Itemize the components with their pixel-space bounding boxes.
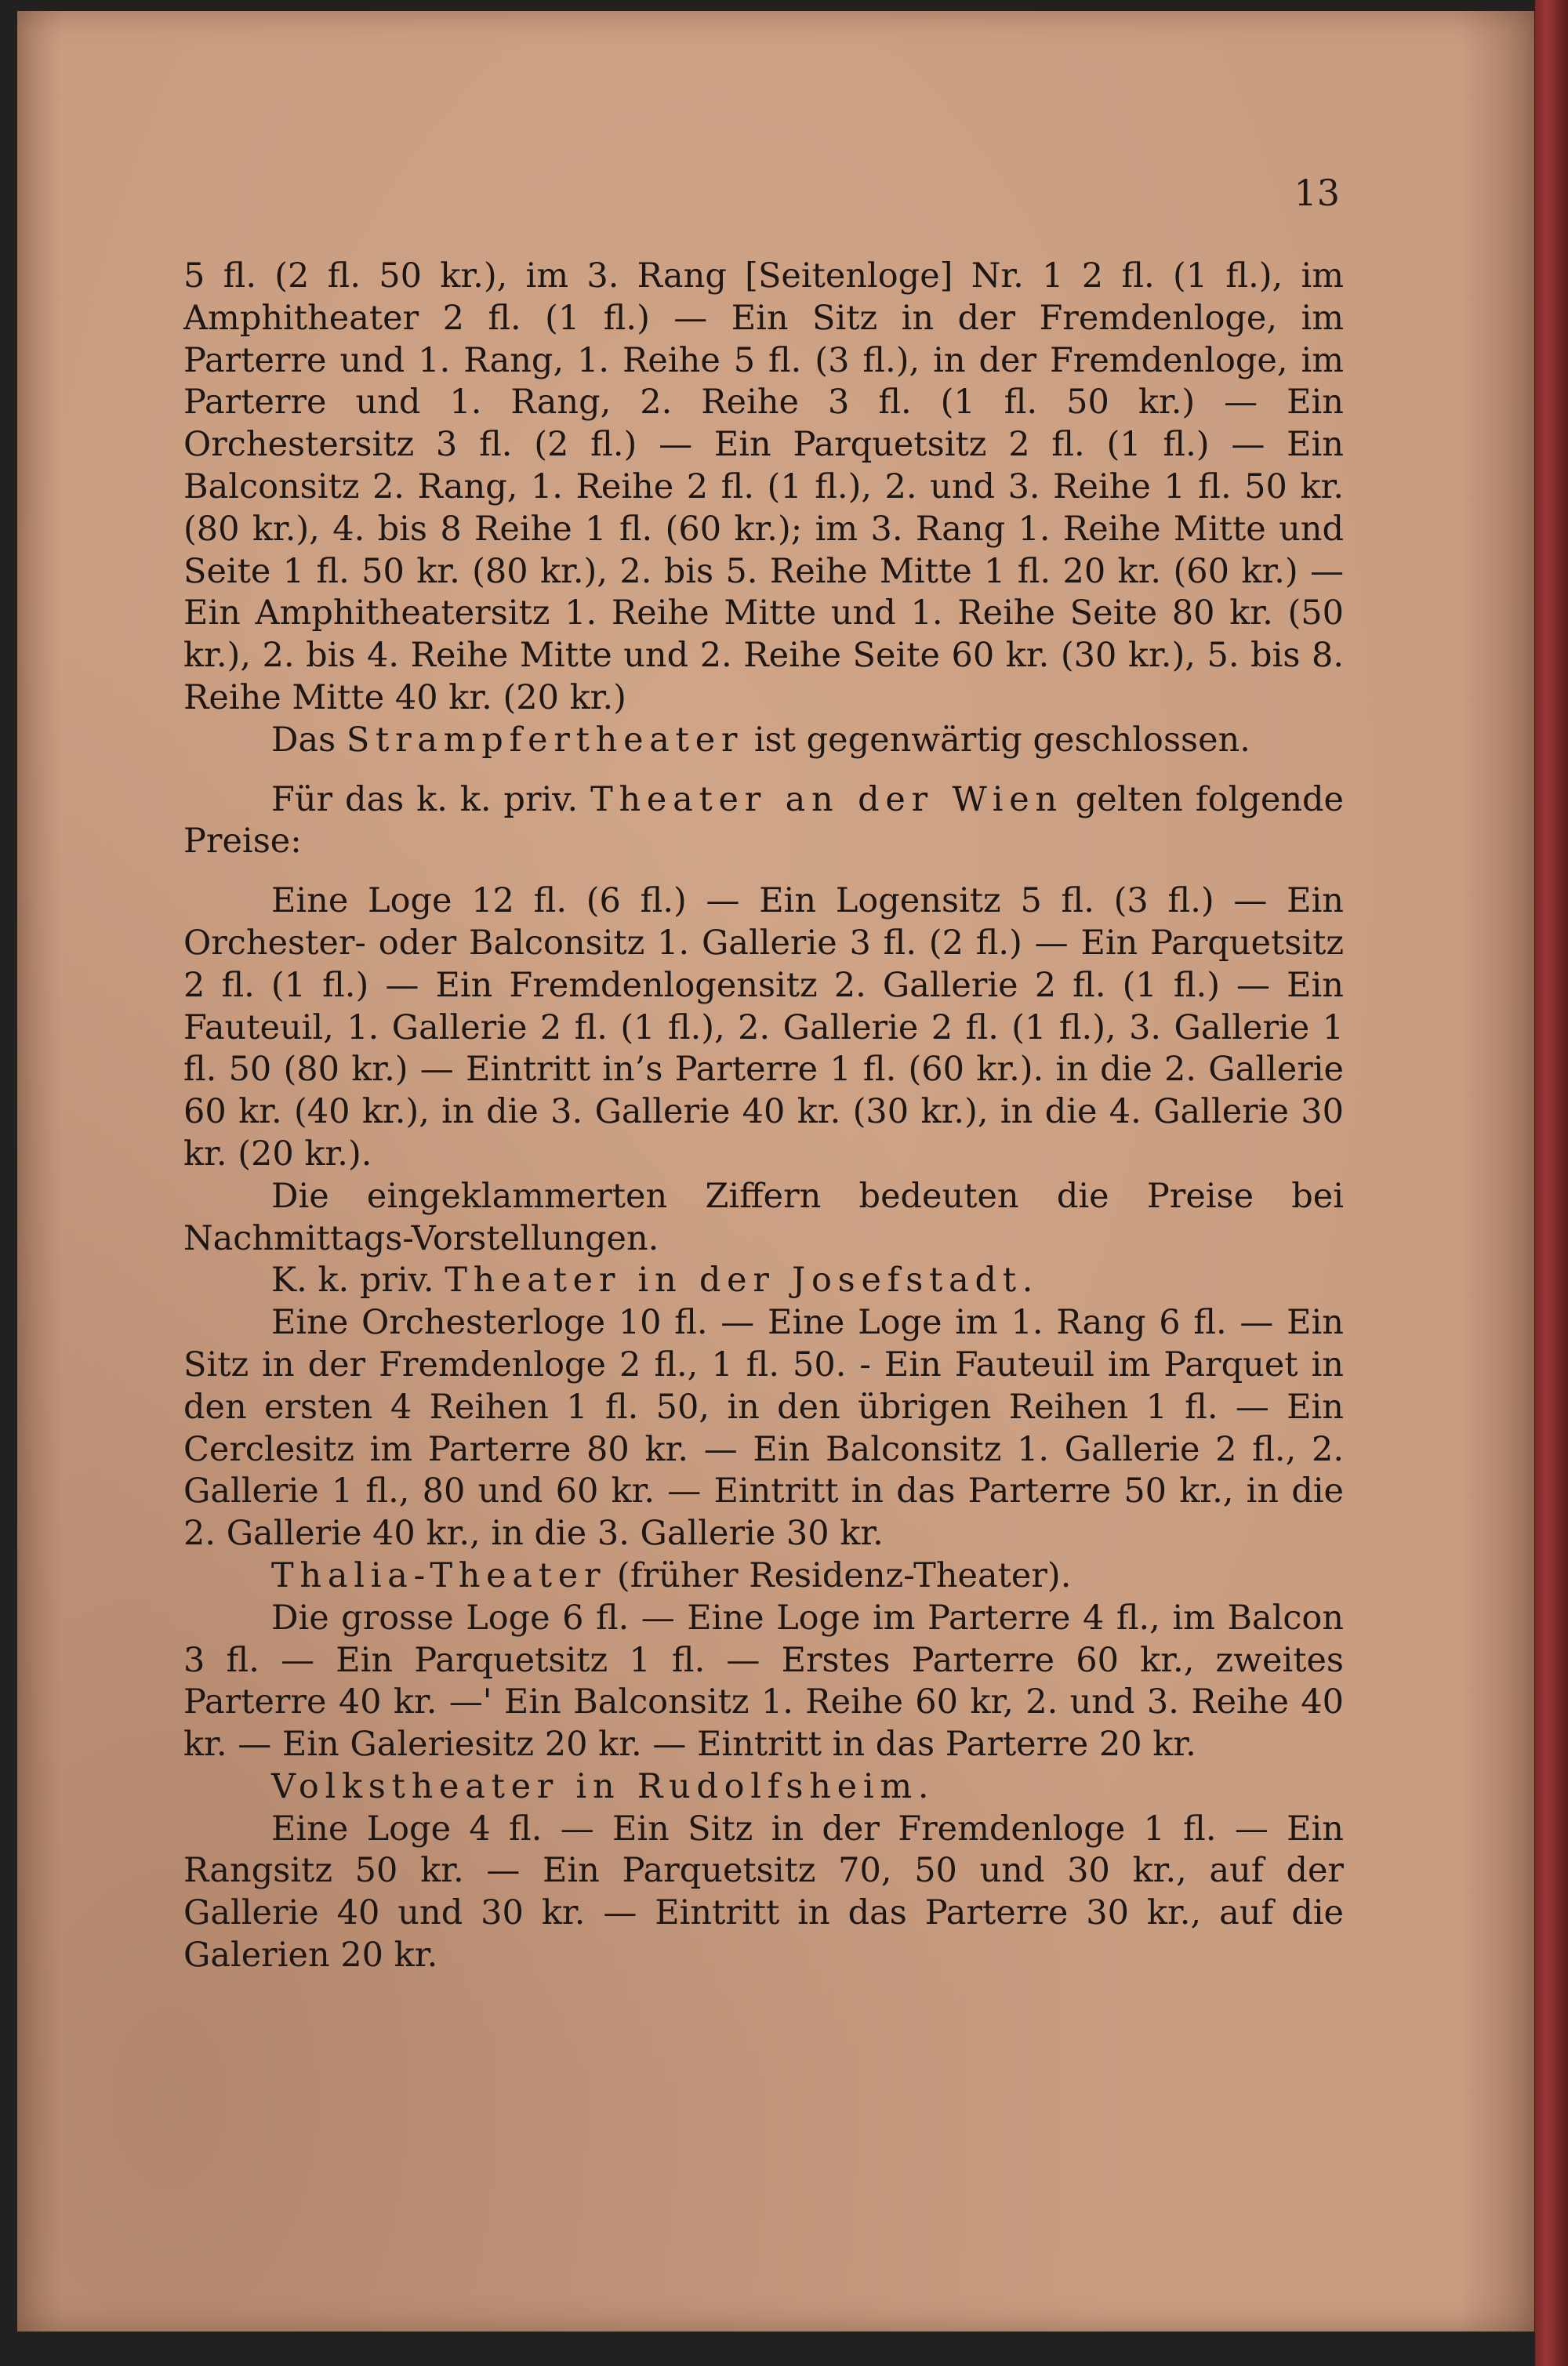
paragraph-strampfertheater bbox=[183, 720, 1344, 762]
paragraph-thalia-prices: Die grosse Loge 6 fl. — Eine Loge im Parterre 4 fl., im Balcon 3 fl. — Ein Parquetsitz 1 fl. — Erstes Parterre 60 kr., zweites Parterre 40 kr. —' Ein Balconsitz 1. Reihe 60 kr, 2. und 3. Reihe 40 kr. — Ein Galeriesitz 20 kr. — Eintritt in das Parterre 20 kr. bbox=[183, 1598, 1344, 1765]
volkstheater-name: Volkstheater in Rudolfsheim. bbox=[271, 1766, 935, 1806]
heading-josefstadt bbox=[183, 1260, 1344, 1302]
thalia-rest: (früher Residenz-Theater). bbox=[606, 1555, 1072, 1595]
paragraph-theater-an-der-wien-intro bbox=[183, 779, 1344, 864]
strampfer-prefix: Das bbox=[271, 720, 347, 760]
page-text-body bbox=[183, 256, 1344, 1977]
paragraph-prices-continuation: 5 fl. (2 fl. 50 kr.), im 3. Rang [Seitenloge] Nr. 1 2 fl. (1 fl.), im Amphitheater 2 fl. (1 fl.) — Ein Sitz in der Fremdenloge, im Parterre und 1. Rang, 1. Reihe 5 fl. (3 fl.), in der Fremdenloge, im Parterre und 1. Rang, 2. Reihe 3 fl. (1 fl. 50 kr.) — Ein Orchestersitz 3 fl. (2 fl.) — Ein Parquetsitz 2 fl. (1 fl.) — Ein Balconsitz 2. Rang, 1. Reihe 2 fl. (1 fl.), 2. und 3. Reihe 1 fl. 50 kr. (80 kr.), 4. bis 8 Reihe 1 fl. (60 kr.); im 3. Rang 1. Reihe Mitte und Seite 1 fl. 50 kr. (80 kr.), 2. bis 5. Reihe Mitte 1 fl. 20 kr. (60 kr.) — Ein Amphitheatersitz 1. Reihe Mitte und 1. Reihe Seite 80 kr. (50 kr.), 2. bis 4. Reihe Mitte und 2. Reihe Seite 60 kr. (30 kr.), 5. bis 8. Reihe Mitte 40 kr. (20 kr.) bbox=[183, 256, 1344, 717]
book-spine bbox=[1535, 0, 1568, 2366]
paragraph-theater-an-der-wien-prices: Eine Loge 12 fl. (6 fl.) — Ein Logensitz 5 fl. (3 fl.) — Ein Orchester- oder Balconsitz 1. Gallerie 3 fl. (2 fl.) — Ein Parquetsitz 2 fl. (1 fl.) — Ein Fremdenlogensitz 2. Gallerie 2 fl. (1 fl.) — Ein Fauteuil, 1. Gallerie 2 fl. (1 fl.), 2. Gallerie 2 fl. (1 fl.), 3. Gallerie 1 fl. 50 (80 kr.) — Eintritt in’s Parterre 1 fl. (60 kr.). in die 2. Gallerie 60 kr. (40 kr.), in die 3. Gallerie 40 kr. (30 kr.), in die 4. Gallerie 30 kr. (20 kr.). bbox=[183, 881, 1344, 1174]
page-number: 13 bbox=[1294, 172, 1340, 214]
wien-prefix: Für das k. k. priv. bbox=[271, 779, 591, 819]
paragraph-volkstheater-prices: Eine Loge 4 fl. — Ein Sitz in der Fremdenloge 1 fl. — Ein Rangsitz 50 kr. — Ein Parquetsitz 70, 50 und 30 kr., auf der Gallerie 40 und 30 kr. — Eintritt in das Parterre 30 kr., auf die Galerien 20 kr. bbox=[183, 1809, 1344, 1976]
josefstadt-prefix: K. k. priv. bbox=[271, 1261, 445, 1301]
theater-an-der-wien-name: Theater an der Wien bbox=[590, 779, 1063, 819]
strampfer-rest: ist gegenwärtig geschlossen. bbox=[743, 720, 1250, 760]
strampfertheater-name: Strampfertheater bbox=[346, 720, 744, 760]
heading-thalia-theater bbox=[183, 1555, 1344, 1598]
book-page bbox=[17, 11, 1534, 2332]
paragraph-afternoon-note: Die eingeklammerten Ziffern bedeuten die Preise bei Nachmittags-Vorstellungen. bbox=[183, 1176, 1344, 1258]
heading-volkstheater bbox=[183, 1766, 1344, 1809]
josefstadt-name: Theater in der Josefstadt. bbox=[445, 1261, 1040, 1301]
paragraph-josefstadt-prices: Eine Orchesterloge 10 fl. — Eine Loge im 1. Rang 6 fl. — Ein Sitz in der Fremdenloge 2 fl., 1 fl. 50. - Ein Fauteuil im Parquet in den ersten 4 Reihen 1 fl. 50, in den übrigen Reihen 1 fl. — Ein Cerclesitz im Parterre 80 kr. — Ein Balconsitz 1. Gallerie 2 fl., 2. Gallerie 1 fl., 80 und 60 kr. — Eintritt in das Parterre 50 kr., in die 2. Gallerie 40 kr., in die 3. Gallerie 30 kr. bbox=[183, 1303, 1344, 1554]
wien-rest: gelten folgende Preise: bbox=[183, 779, 1344, 862]
thalia-name: Thalia-Theater bbox=[271, 1555, 607, 1595]
